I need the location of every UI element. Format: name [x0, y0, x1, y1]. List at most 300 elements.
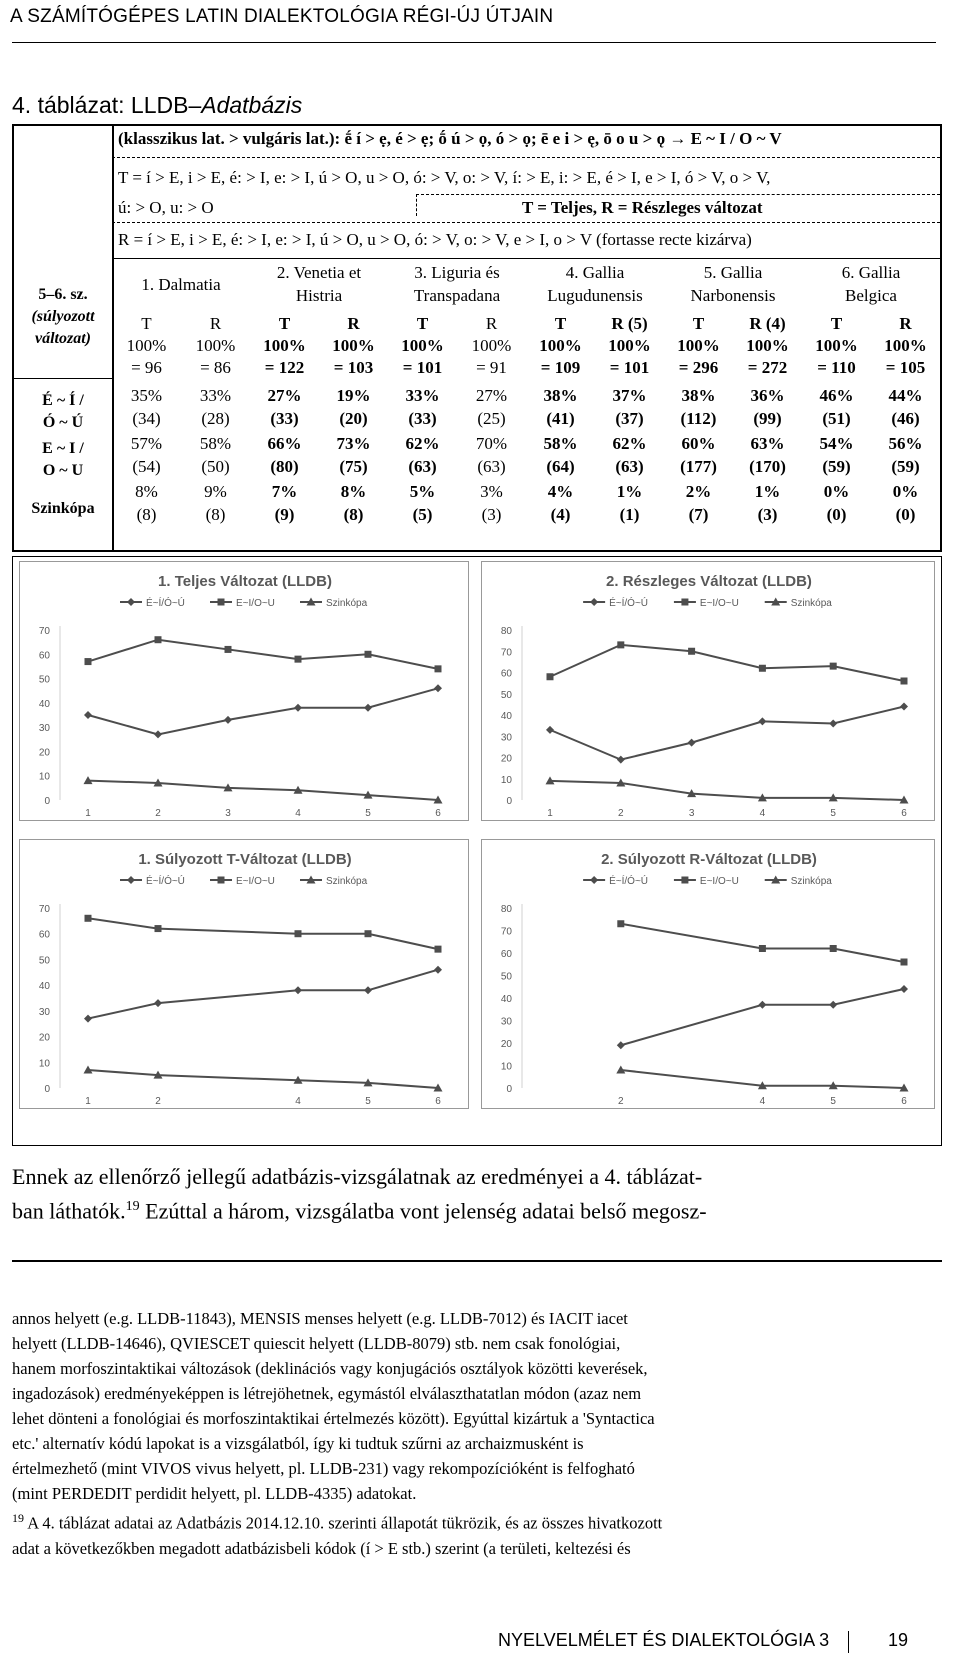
- footnote-continuation: [12, 1306, 942, 1561]
- x-tick-label: 2: [618, 808, 624, 819]
- cell-col9-r2n: (177): [680, 457, 717, 476]
- cell-col1-r3n: (8): [136, 505, 157, 524]
- cell-col1-r1n: (34): [132, 409, 161, 428]
- series-line-0: [550, 707, 904, 760]
- body-line-2a: ban láthatók.: [12, 1198, 126, 1224]
- y-tick-label: 20: [38, 1032, 50, 1044]
- x-tick-label: 5: [830, 808, 836, 819]
- cell-col3-h3: = 122: [264, 358, 305, 377]
- y-tick-label: 60: [38, 650, 50, 662]
- row-label-ei-ou-b: O ~ U: [42, 462, 84, 479]
- cell-col11-h3: = 110: [817, 358, 856, 377]
- cell-col4-r1p: 19%: [336, 386, 371, 405]
- footnote-line-7: értelmezhető (mint VIVOS vivus helyett, pl. LLDB-231) vagy rekompozícióként is felfogható: [12, 1459, 635, 1478]
- y-tick-label: 0: [506, 1084, 512, 1095]
- header-rule: [12, 42, 936, 43]
- cell-col1-r2n: (54): [132, 457, 161, 476]
- data-point-s0-4: [829, 720, 837, 728]
- y-tick-label: 40: [38, 698, 50, 710]
- cell-col2-r1n: (28): [201, 409, 230, 428]
- cell-col10-r3p: 1%: [754, 482, 781, 501]
- y-tick-label: 40: [38, 981, 50, 993]
- data-point-s1-3: [295, 656, 302, 663]
- cell-col9-r3p: 2%: [685, 482, 712, 501]
- legend-divider-top: [416, 194, 940, 195]
- region-header-4-line2: Lugudunensis: [547, 286, 643, 305]
- body-paragraph: [12, 1162, 942, 1226]
- data-point-s1-2: [830, 945, 837, 952]
- cell-col12-h1: R: [899, 314, 912, 333]
- charts-panel: [12, 556, 942, 1146]
- y-tick-label: 60: [38, 929, 50, 941]
- cell-col1-h1: T: [141, 314, 152, 333]
- data-point-s0-5: [900, 703, 908, 711]
- cell-col6-r2n: (63): [477, 457, 506, 476]
- y-tick-label: 0: [506, 796, 512, 807]
- cell-col8-r3n: (1): [619, 505, 640, 524]
- cell-col1-r2p: 57%: [130, 434, 163, 453]
- group-label-1: 5–6. sz.: [38, 286, 88, 303]
- data-point-s1-0: [85, 658, 92, 665]
- data-point-s1-1: [155, 925, 162, 932]
- data-point-s0-2: [688, 739, 696, 747]
- region-header-1: 1. Dalmatia: [141, 275, 221, 294]
- x-tick-label: 6: [435, 1096, 441, 1107]
- footnote-19: [12, 1506, 942, 1536]
- series-line-1: [550, 645, 904, 681]
- chart-sulyozott-t-valtozat: [20, 840, 470, 1110]
- y-tick-label: 30: [38, 1006, 50, 1018]
- series-line-2: [88, 1070, 438, 1088]
- data-point-s1-2: [225, 646, 232, 653]
- chart-title: 2. Súlyozott R-Változat (LLDB): [601, 851, 817, 868]
- cell-col1-r1p: 35%: [130, 386, 163, 405]
- data-point-s0-3: [294, 704, 302, 712]
- cell-col2-r3p: 9%: [204, 482, 227, 501]
- cell-col9-r2p: 60%: [681, 434, 716, 453]
- x-tick-label: 3: [688, 808, 695, 819]
- cell-col12-r2p: 56%: [888, 434, 923, 453]
- row-label-e-i-o-u-a: É ~ Í /: [42, 392, 84, 409]
- cell-col7-r1n: (41): [546, 409, 575, 428]
- cell-col6-r3n: (3): [481, 505, 502, 524]
- cell-col5-h1: T: [416, 314, 429, 333]
- y-tick-label: 50: [500, 689, 512, 701]
- legend-label-0: É~Í/Ó~Ú: [609, 876, 649, 887]
- footnote-line-3: hanem morfoszintaktikai változások (deklinációs vagy konjugációs osztályok közötti keverések,: [12, 1359, 648, 1378]
- y-tick-label: 70: [500, 647, 512, 659]
- legend-label-2: Szinkópa: [790, 598, 832, 609]
- legend-marker-1: [681, 599, 688, 606]
- cell-col7-r2n: (64): [546, 457, 575, 476]
- cell-col7-h1: T: [554, 314, 567, 333]
- legend-label-2: Szinkópa: [326, 876, 368, 887]
- legend-label-0: É~Í/Ó~Ú: [609, 598, 649, 609]
- cell-col6-r1p: 27%: [475, 386, 508, 405]
- chart-teljes-valtozat: [20, 562, 470, 822]
- series-line-2: [88, 781, 438, 800]
- cell-col1-r3p: 8%: [135, 482, 158, 501]
- x-tick-label: 2: [155, 808, 161, 819]
- cell-col8-r2n: (63): [615, 457, 644, 476]
- cell-col7-r3p: 4%: [547, 482, 574, 501]
- y-tick-label: 60: [500, 668, 512, 680]
- data-point-s0-3: [364, 986, 372, 994]
- legend-marker-0: [127, 876, 135, 884]
- series-line-2: [550, 781, 904, 800]
- cell-col9-h2: 100%: [677, 336, 720, 355]
- y-tick-label: 50: [500, 971, 512, 983]
- cell-col3-r1n: (33): [270, 409, 299, 428]
- footnote-rule: [12, 1260, 942, 1262]
- cell-col2-r3n: (8): [205, 505, 226, 524]
- chart-title: 1. Súlyozott T-Változat (LLDB): [138, 851, 352, 868]
- body-line-1: Ennek az ellenőrző jellegű adatbázis-vizsgálatnak az eredményei a 4. táblázat-: [12, 1164, 703, 1189]
- data-point-s0-1: [617, 756, 625, 764]
- data-point-s0-1: [154, 999, 162, 1007]
- data-point-s0-1: [758, 1001, 766, 1009]
- legend-label-1: E~I/O~U: [699, 876, 739, 887]
- cell-col6-h2: 100%: [471, 336, 512, 355]
- y-tick-label: 30: [500, 1016, 512, 1028]
- cell-col10-h2: 100%: [746, 336, 789, 355]
- series-line-1: [88, 918, 438, 949]
- data-point-s1-5: [901, 678, 908, 685]
- footnote-19-number: 19: [12, 1511, 24, 1525]
- cell-col12-h2: 100%: [884, 336, 927, 355]
- legend-label-1: E~I/O~U: [699, 598, 739, 609]
- data-point-s1-3: [901, 959, 908, 966]
- cell-col4-r2n: (75): [339, 457, 368, 476]
- cell-col3-r1p: 27%: [267, 386, 302, 405]
- cell-col7-r1p: 38%: [543, 386, 578, 405]
- cell-col4-r3n: (8): [343, 505, 364, 524]
- cell-col10-h1: R (4): [749, 314, 786, 333]
- region-header-5: 5. Gallia: [703, 263, 763, 282]
- legend-marker-0: [590, 876, 598, 884]
- cell-col10-h3: = 272: [747, 358, 788, 377]
- y-tick-label: 50: [38, 955, 50, 967]
- chart-4-box: [481, 839, 935, 1109]
- cell-col7-h3: = 109: [540, 358, 581, 377]
- y-tick-label: 0: [44, 1084, 50, 1095]
- legend-marker-0: [590, 598, 598, 606]
- y-tick-label: 70: [38, 626, 50, 637]
- region-header-6: 6. Gallia: [841, 263, 901, 282]
- cell-col10-r1n: (99): [753, 409, 782, 428]
- cell-col8-r2p: 62%: [612, 434, 647, 453]
- y-tick-label: 10: [500, 1061, 512, 1073]
- cell-col9-r1p: 38%: [681, 386, 716, 405]
- footer-journal: NYELVELMÉLET ÉS DIALEKTOLÓGIA 3: [498, 1630, 830, 1650]
- cell-col5-r1n: (33): [408, 409, 437, 428]
- page-number: 19: [888, 1630, 909, 1650]
- footnote-line-1: annos helyett (e.g. LLDB-11843), MENSIS menses helyett (e.g. LLDB-7012) és IACIT iacet: [12, 1309, 628, 1328]
- cell-col7-h2: 100%: [539, 336, 582, 355]
- x-tick-label: 4: [295, 808, 301, 819]
- table-title-italic: Adatbázis: [201, 92, 303, 118]
- data-point-s0-2: [224, 716, 232, 724]
- footer-separator: [848, 1631, 849, 1653]
- legend-label-0: É~Í/Ó~Ú: [146, 876, 185, 887]
- legend-divider-vertical: [416, 194, 417, 216]
- y-tick-label: 20: [500, 753, 512, 765]
- table-title: [12, 92, 302, 119]
- series-line-1: [621, 924, 904, 962]
- y-tick-label: 0: [44, 796, 50, 807]
- cell-col2-h2: 100%: [195, 336, 236, 355]
- cell-col12-h3: = 105: [885, 358, 926, 377]
- data-point-s1-2: [688, 648, 695, 655]
- left-col-divider: [14, 378, 112, 379]
- data-point-s1-0: [547, 673, 554, 680]
- x-tick-label: 2: [155, 1096, 161, 1107]
- cell-col4-r1n: (20): [339, 409, 368, 428]
- cell-col2-r2n: (50): [201, 457, 230, 476]
- legend-marker-1: [681, 877, 688, 884]
- x-tick-label: 3: [225, 808, 231, 819]
- y-tick-label: 30: [500, 732, 512, 744]
- chart-3-box: [19, 839, 469, 1109]
- region-header-3-line2: Transpadana: [413, 286, 501, 305]
- t-definition-line2: ú: > O, u: > O: [118, 198, 214, 217]
- cell-col5-h3: = 101: [402, 358, 443, 377]
- y-tick-label: 30: [38, 723, 50, 735]
- cell-col11-r1p: 46%: [819, 386, 854, 405]
- cell-col6-h1: R: [485, 314, 498, 333]
- y-tick-label: 40: [500, 994, 512, 1005]
- cell-col3-h2: 100%: [263, 336, 306, 355]
- legend-line: T = Teljes, R = Részleges változat: [522, 198, 763, 217]
- data-table: [12, 124, 942, 552]
- x-tick-label: 1: [85, 808, 91, 819]
- group-label-3: változat): [35, 330, 91, 347]
- y-tick-label: 60: [500, 949, 512, 960]
- data-point-s1-1: [617, 641, 624, 648]
- table-title-prefix: 4. táblázat: LLDB–: [12, 92, 202, 118]
- x-tick-label: 6: [901, 808, 907, 819]
- data-point-s1-4: [365, 651, 372, 658]
- y-tick-label: 70: [500, 926, 512, 938]
- cell-col6-r2p: 70%: [475, 434, 508, 453]
- cell-col5-r1p: 33%: [405, 386, 440, 405]
- x-tick-label: 4: [295, 1096, 301, 1107]
- x-tick-label: 5: [365, 808, 371, 819]
- data-point-s1-3: [365, 930, 372, 937]
- cell-col7-r2p: 58%: [543, 434, 578, 453]
- cell-col5-r3p: 5%: [409, 482, 436, 501]
- cell-col11-r3n: (0): [826, 505, 847, 524]
- cell-col2-h3: = 86: [200, 358, 231, 377]
- body-line-2b: Ezúttal a három, vizsgálatba vont jelenség adatai belső megosz-: [139, 1198, 707, 1224]
- cell-col9-h3: = 296: [678, 358, 719, 377]
- footnote-line-4: ingadozások) eredményeképpen is létrejöhetnek, egymástól elválaszthatatlan módon (azaz nem: [12, 1384, 642, 1403]
- data-point-s1-1: [759, 945, 766, 952]
- cell-col10-r3n: (3): [757, 505, 778, 524]
- cell-col4-h2: 100%: [332, 336, 375, 355]
- cell-col1-h3: = 96: [131, 358, 162, 377]
- t-definition-line1: T = í > E, i > E, é: > I, e: > I, ú > O, u > O, ó: > V, o: > V, í: > E, i: > E, é > I, e > I, ó > V, o > V,: [118, 168, 771, 187]
- cell-col5-r2n: (63): [408, 457, 437, 476]
- x-tick-label: 4: [759, 1096, 766, 1107]
- data-point-s1-3: [759, 665, 766, 672]
- data-point-s0-0: [84, 1015, 92, 1023]
- data-point-s0-2: [294, 986, 302, 994]
- legend-label-1: E~I/O~U: [236, 598, 275, 609]
- series-line-0: [621, 989, 904, 1045]
- region-header-6-line2: Belgica: [845, 286, 897, 305]
- y-tick-label: 10: [500, 774, 512, 786]
- series-line-0: [88, 970, 438, 1019]
- row-label-ei-ou-a: E ~ I /: [42, 440, 84, 457]
- cell-col11-h1: T: [830, 314, 843, 333]
- cell-col9-r3n: (7): [688, 505, 709, 524]
- data-point-s0-3: [900, 985, 908, 993]
- cell-col8-h3: = 101: [609, 358, 650, 377]
- cell-col10-r2p: 63%: [750, 434, 785, 453]
- data-point-s1-4: [830, 663, 837, 670]
- group-label-2: (súlyozott: [31, 308, 95, 325]
- legend-label-1: E~I/O~U: [236, 876, 275, 887]
- cell-col3-r3p: 7%: [271, 482, 298, 501]
- footnote-ref-19[interactable]: 19: [125, 1199, 140, 1214]
- cell-col8-r3p: 1%: [616, 482, 643, 501]
- cell-col11-r2n: (59): [822, 457, 851, 476]
- cell-col12-r2n: (59): [891, 457, 920, 476]
- cell-col12-r3n: (0): [895, 505, 916, 524]
- r-definition-line: R = í > E, i > E, é: > I, e: > I, ú > O, u > O, ó: > V, o: > V, e > I, o > V (fortasse recte kizárva): [118, 230, 752, 249]
- data-point-s0-2: [829, 1001, 837, 1009]
- row-labels-column: [14, 126, 114, 550]
- cell-col11-r3p: 0%: [823, 482, 850, 501]
- chart-reszleges-valtozat: [482, 562, 936, 822]
- data-point-s1-4: [435, 946, 442, 953]
- x-tick-label: 1: [547, 808, 553, 819]
- cell-col6-h3: = 91: [476, 358, 507, 377]
- series-line-1: [88, 640, 438, 669]
- body-line-2: [12, 1192, 942, 1226]
- data-point-s0-4: [364, 704, 372, 712]
- cell-col9-r1n: (112): [680, 409, 717, 428]
- x-tick-label: 2: [618, 1096, 624, 1107]
- cell-col5-h2: 100%: [401, 336, 444, 355]
- chart-2-box: [481, 561, 935, 821]
- chart-sulyozott-r-valtozat: [482, 840, 936, 1110]
- y-tick-label: 50: [38, 674, 50, 686]
- data-point-s1-5: [435, 665, 442, 672]
- cell-col1-h2: 100%: [126, 336, 167, 355]
- data-point-s0-0: [617, 1041, 625, 1049]
- footnote-19-line-1: A 4. táblázat adatai az Adatbázis 2014.12.10. szerinti állapotát tükrözik, és az összes hivatkozott: [24, 1513, 663, 1533]
- legend-label-0: É~Í/Ó~Ú: [146, 598, 185, 609]
- cell-col6-r3p: 3%: [480, 482, 503, 501]
- cell-col9-h1: T: [692, 314, 705, 333]
- data-point-s0-3: [758, 717, 766, 725]
- data-point-s1-2: [295, 930, 302, 937]
- x-tick-label: 5: [830, 1096, 836, 1107]
- y-tick-label: 70: [38, 904, 50, 915]
- cell-col3-r2n: (80): [270, 457, 299, 476]
- series-line-0: [88, 688, 438, 734]
- chart-1-box: [19, 561, 469, 821]
- chart-title: 2. Részleges Változat (LLDB): [606, 573, 812, 590]
- cell-col2-r1p: 33%: [199, 386, 232, 405]
- x-tick-label: 6: [435, 808, 441, 819]
- region-header-2-line2: Histria: [295, 286, 343, 305]
- y-tick-label: 80: [500, 904, 512, 915]
- cell-col4-r3p: 8%: [340, 482, 367, 501]
- cell-col2-r2p: 58%: [199, 434, 232, 453]
- cell-col12-r1n: (46): [891, 409, 920, 428]
- region-header-2: 2. Venetia et: [276, 263, 362, 282]
- t-divider: [112, 222, 940, 223]
- cell-col12-r1p: 44%: [888, 386, 923, 405]
- legend-marker-0: [127, 598, 135, 606]
- y-tick-label: 40: [500, 711, 512, 722]
- y-tick-label: 10: [38, 771, 50, 783]
- footnote-line-5: lehet dönteni a fonológiai és morfoszintaktikai értelmezés között). Egyúttal kizártuk a 'Syntactica: [12, 1409, 655, 1428]
- data-point-s1-0: [85, 915, 92, 922]
- data-point-s1-0: [617, 920, 624, 927]
- data-point-s0-0: [546, 726, 554, 734]
- x-tick-label: 6: [901, 1096, 907, 1107]
- y-tick-label: 20: [500, 1039, 512, 1050]
- rule-line: (klasszikus lat. > vulgáris lat.): ḗ í > ẹ, é > ẹ; ṓ ú > ọ, ó > ọ; ē e i > ę, ō o u > ǫ → E ~ I / O ~ V: [118, 129, 782, 148]
- region-header-4: 4. Gallia: [565, 263, 625, 282]
- cell-col11-r2p: 54%: [819, 434, 854, 453]
- legend-label-2: Szinkópa: [790, 876, 832, 887]
- cell-col8-h2: 100%: [608, 336, 651, 355]
- r-divider: [112, 258, 940, 259]
- cell-col4-r2p: 73%: [336, 434, 371, 453]
- data-point-s1-1: [155, 636, 162, 643]
- cell-col3-h1: T: [278, 314, 291, 333]
- footnote-line-6: etc.' alternatív kódú lapokat is a vizsgálatból, így ki tudtuk szűrni az archaizmusként is: [12, 1434, 584, 1453]
- row-label-syncope: Szinkópa: [31, 500, 95, 517]
- region-header-3: 3. Liguria és: [414, 263, 500, 282]
- rule-divider: [112, 157, 940, 158]
- x-tick-label: 4: [759, 808, 766, 819]
- cell-col8-r1n: (37): [615, 409, 644, 428]
- cell-col7-r3n: (4): [550, 505, 571, 524]
- legend-label-2: Szinkópa: [326, 598, 368, 609]
- footnote-line-8: (mint PERDEDIT perdidit helyett, pl. LLDB-4335) adatokat.: [12, 1484, 417, 1503]
- cell-col2-h1: R: [209, 314, 222, 333]
- y-tick-label: 10: [38, 1058, 50, 1070]
- x-tick-label: 5: [365, 1096, 371, 1107]
- footnote-19-line-2: adat a következőkben megadott adatbázisbeli kódok (í > E stb.) szerint (a területi, keltezési és: [12, 1538, 631, 1558]
- cell-col8-h1: R (5): [611, 314, 648, 333]
- cell-col5-r3n: (5): [412, 505, 433, 524]
- cell-col10-r1p: 36%: [750, 386, 785, 405]
- y-tick-label: 20: [38, 747, 50, 759]
- cell-col3-r2p: 66%: [267, 434, 302, 453]
- cell-col4-h3: = 103: [333, 358, 374, 377]
- legend-marker-1: [218, 877, 225, 884]
- chart-title: 1. Teljes Változat (LLDB): [158, 573, 332, 590]
- cell-col11-h2: 100%: [815, 336, 858, 355]
- cell-col10-r2n: (170): [749, 457, 786, 476]
- cell-col11-r1n: (51): [822, 409, 851, 428]
- data-point-s0-4: [434, 966, 442, 974]
- cell-col5-r2p: 62%: [405, 434, 440, 453]
- cell-col3-r3n: (9): [274, 505, 295, 524]
- running-header: A SZÁMÍTÓGÉPES LATIN DIALEKTOLÓGIA RÉGI-ÚJ ÚTJAIN: [10, 6, 554, 27]
- cell-col8-r1p: 37%: [612, 386, 647, 405]
- footnote-line-2: helyett (LLDB-14646), QVIESCET quiescit helyett (LLDB-8079) stb. nem csak fonológiai,: [12, 1334, 621, 1353]
- x-tick-label: 1: [85, 1096, 91, 1107]
- row-label-e-i-o-u-b: Ó ~ Ú: [42, 414, 84, 431]
